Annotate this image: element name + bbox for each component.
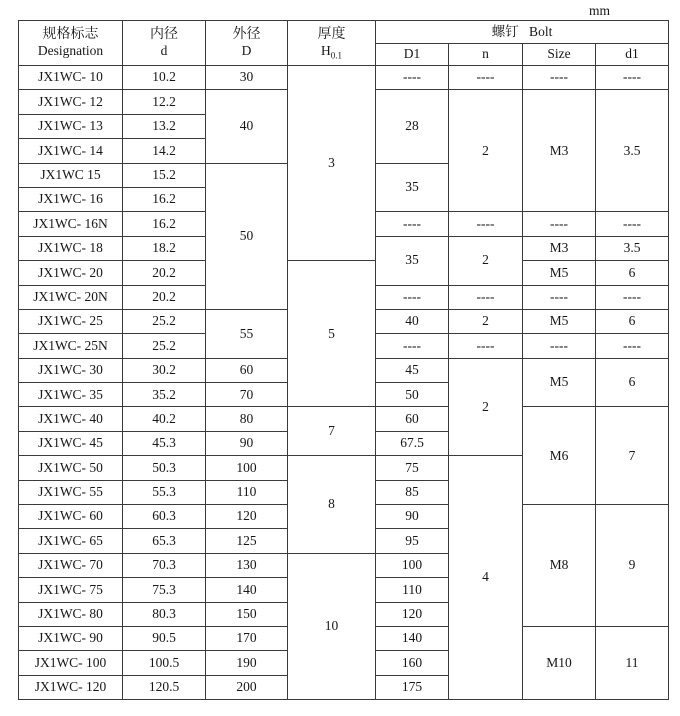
cell-designation: JX1WC- 13	[19, 114, 123, 138]
cell-bolt-size: M3	[523, 90, 596, 212]
cell-inner-d: 35.2	[123, 383, 206, 407]
cell-designation: JX1WC- 25N	[19, 334, 123, 358]
cell-bolt-D1: 85	[376, 480, 449, 504]
cell-bolt-size: ----	[523, 66, 596, 90]
cell-inner-d: 30.2	[123, 358, 206, 382]
cell-designation: JX1WC- 65	[19, 529, 123, 553]
col-header-thickness-zh: 厚度	[317, 26, 346, 42]
cell-outer-D: 100	[206, 456, 288, 480]
thickness-tolerance: 0.1	[330, 50, 342, 61]
cell-inner-d: 13.2	[123, 114, 206, 138]
table-row	[19, 66, 669, 90]
cell-designation: JX1WC- 10	[19, 66, 123, 90]
col-header-bolt-D1: D1	[376, 44, 449, 66]
cell-designation: JX1WC- 18	[19, 236, 123, 260]
cell-bolt-D1: 35	[376, 236, 449, 285]
cell-bolt-d1: 6	[596, 309, 669, 333]
cell-designation: JX1WC- 45	[19, 431, 123, 455]
cell-outer-D: 30	[206, 66, 288, 90]
cell-bolt-size: ----	[523, 334, 596, 358]
cell-bolt-D1: 28	[376, 90, 449, 163]
cell-outer-D: 110	[206, 480, 288, 504]
cell-inner-d: 12.2	[123, 90, 206, 114]
col-header-inner-diameter	[123, 21, 206, 66]
cell-bolt-n: 2	[449, 90, 523, 212]
col-header-outer-diameter-en: D	[241, 43, 252, 59]
cell-designation: JX1WC- 60	[19, 505, 123, 529]
cell-outer-D: 70	[206, 383, 288, 407]
col-header-outer-diameter	[206, 21, 288, 66]
cell-bolt-D1: 175	[376, 675, 449, 699]
cell-inner-d: 16.2	[123, 212, 206, 236]
cell-designation: JX1WC- 12	[19, 90, 123, 114]
cell-bolt-n: ----	[449, 212, 523, 236]
cell-outer-D: 125	[206, 529, 288, 553]
cell-outer-D: 50	[206, 163, 288, 309]
cell-inner-d: 16.2	[123, 187, 206, 211]
cell-inner-d: 70.3	[123, 553, 206, 577]
spec-table	[18, 20, 669, 700]
cell-bolt-D1: ----	[376, 285, 449, 309]
col-header-bolt-d1: d1	[596, 44, 669, 66]
cell-bolt-D1: 35	[376, 163, 449, 212]
cell-bolt-n: 2	[449, 236, 523, 285]
cell-inner-d: 14.2	[123, 139, 206, 163]
cell-inner-d: 65.3	[123, 529, 206, 553]
cell-bolt-n: 4	[449, 456, 523, 700]
cell-bolt-n: 2	[449, 358, 523, 456]
cell-inner-d: 75.3	[123, 578, 206, 602]
cell-designation: JX1WC- 30	[19, 358, 123, 382]
cell-inner-d: 40.2	[123, 407, 206, 431]
cell-outer-D: 55	[206, 309, 288, 358]
cell-thickness-H: 10	[288, 553, 376, 699]
cell-bolt-n: ----	[449, 66, 523, 90]
cell-bolt-D1: ----	[376, 212, 449, 236]
cell-bolt-size: M6	[523, 407, 596, 505]
cell-bolt-D1: 120	[376, 602, 449, 626]
col-header-inner-diameter-en: d	[160, 43, 168, 59]
cell-bolt-D1: 50	[376, 383, 449, 407]
table-row	[19, 261, 669, 285]
cell-outer-D: 150	[206, 602, 288, 626]
cell-designation: JX1WC- 16	[19, 187, 123, 211]
cell-bolt-d1: 9	[596, 505, 669, 627]
table-row	[19, 407, 669, 431]
cell-bolt-D1: 100	[376, 553, 449, 577]
table-header	[19, 21, 669, 66]
cell-bolt-d1: 6	[596, 261, 669, 285]
cell-inner-d: 20.2	[123, 261, 206, 285]
cell-outer-D: 40	[206, 90, 288, 163]
cell-inner-d: 10.2	[123, 66, 206, 90]
cell-inner-d: 15.2	[123, 163, 206, 187]
cell-thickness-H: 7	[288, 407, 376, 456]
cell-bolt-D1: 95	[376, 529, 449, 553]
cell-designation: JX1WC- 55	[19, 480, 123, 504]
cell-designation: JX1WC- 16N	[19, 212, 123, 236]
cell-inner-d: 50.3	[123, 456, 206, 480]
cell-bolt-D1: 90	[376, 505, 449, 529]
cell-bolt-D1: 75	[376, 456, 449, 480]
cell-outer-D: 90	[206, 431, 288, 455]
cell-bolt-d1: 7	[596, 407, 669, 505]
cell-thickness-H: 3	[288, 66, 376, 261]
cell-designation: JX1WC- 14	[19, 139, 123, 163]
col-header-outer-diameter-zh: 外径	[232, 27, 261, 43]
cell-thickness-H: 8	[288, 456, 376, 554]
col-header-designation	[19, 21, 123, 66]
cell-bolt-D1: 60	[376, 407, 449, 431]
col-header-designation-en: Designation	[37, 43, 104, 59]
cell-bolt-D1: 140	[376, 626, 449, 650]
cell-bolt-D1: ----	[376, 334, 449, 358]
cell-inner-d: 18.2	[123, 236, 206, 260]
cell-inner-d: 25.2	[123, 309, 206, 333]
cell-bolt-D1: ----	[376, 66, 449, 90]
cell-designation: JX1WC- 75	[19, 578, 123, 602]
cell-bolt-D1: 67.5	[376, 431, 449, 455]
cell-inner-d: 25.2	[123, 334, 206, 358]
cell-bolt-size: ----	[523, 212, 596, 236]
cell-bolt-d1: 3.5	[596, 236, 669, 260]
cell-inner-d: 20.2	[123, 285, 206, 309]
unit-label: mm	[588, 3, 610, 18]
cell-inner-d: 100.5	[123, 651, 206, 675]
cell-designation: JX1WC- 100	[19, 651, 123, 675]
cell-bolt-n: ----	[449, 285, 523, 309]
cell-bolt-size: M5	[523, 309, 596, 333]
cell-bolt-size: M8	[523, 505, 596, 627]
cell-inner-d: 90.5	[123, 626, 206, 650]
table-body	[19, 66, 669, 700]
cell-bolt-D1: 160	[376, 651, 449, 675]
cell-outer-D: 60	[206, 358, 288, 382]
cell-outer-D: 120	[206, 505, 288, 529]
cell-bolt-d1: 3.5	[596, 90, 669, 212]
cell-designation: JX1WC- 40	[19, 407, 123, 431]
col-header-bolt: 螺钉 Bolt	[376, 21, 669, 44]
cell-bolt-d1: 11	[596, 626, 669, 699]
col-header-thickness	[288, 21, 376, 66]
cell-designation: JX1WC- 35	[19, 383, 123, 407]
col-header-designation-zh: 规格标志	[42, 27, 99, 43]
cell-bolt-size: M5	[523, 358, 596, 407]
cell-designation: JX1WC- 25	[19, 309, 123, 333]
cell-bolt-size: M5	[523, 261, 596, 285]
cell-bolt-D1: 110	[376, 578, 449, 602]
cell-outer-D: 200	[206, 675, 288, 699]
col-header-inner-diameter-zh: 内径	[150, 27, 178, 43]
cell-bolt-size: M10	[523, 626, 596, 699]
cell-designation: JX1WC- 70	[19, 553, 123, 577]
cell-outer-D: 190	[206, 651, 288, 675]
cell-bolt-d1: ----	[596, 212, 669, 236]
cell-bolt-d1: 6	[596, 358, 669, 407]
cell-inner-d: 60.3	[123, 505, 206, 529]
cell-bolt-D1: 40	[376, 309, 449, 333]
cell-bolt-d1: ----	[596, 334, 669, 358]
cell-outer-D: 170	[206, 626, 288, 650]
cell-designation: JX1WC- 20N	[19, 285, 123, 309]
cell-designation: JX1WC- 80	[19, 602, 123, 626]
cell-bolt-size: M3	[523, 236, 596, 260]
col-header-thickness-en: $H_{0.1}$	[321, 42, 342, 61]
cell-designation: JX1WC- 120	[19, 675, 123, 699]
cell-designation: JX1WC- 90	[19, 626, 123, 650]
cell-designation: JX1WC- 20	[19, 261, 123, 285]
cell-outer-D: 140	[206, 578, 288, 602]
cell-designation: JX1WC 15	[19, 163, 123, 187]
cell-bolt-size: ----	[523, 285, 596, 309]
cell-inner-d: 45.3	[123, 431, 206, 455]
cell-designation: JX1WC- 50	[19, 456, 123, 480]
cell-inner-d: 55.3	[123, 480, 206, 504]
cell-inner-d: 80.3	[123, 602, 206, 626]
cell-bolt-n: 2	[449, 309, 523, 333]
cell-bolt-d1: ----	[596, 66, 669, 90]
header-row-top	[19, 21, 669, 44]
col-header-bolt-n: n	[449, 44, 523, 66]
cell-outer-D: 80	[206, 407, 288, 431]
cell-outer-D: 130	[206, 553, 288, 577]
col-header-bolt-size: Size	[523, 44, 596, 66]
cell-inner-d: 120.5	[123, 675, 206, 699]
cell-bolt-d1: ----	[596, 285, 669, 309]
cell-bolt-n: ----	[449, 334, 523, 358]
cell-bolt-D1: 45	[376, 358, 449, 382]
cell-thickness-H: 5	[288, 261, 376, 407]
